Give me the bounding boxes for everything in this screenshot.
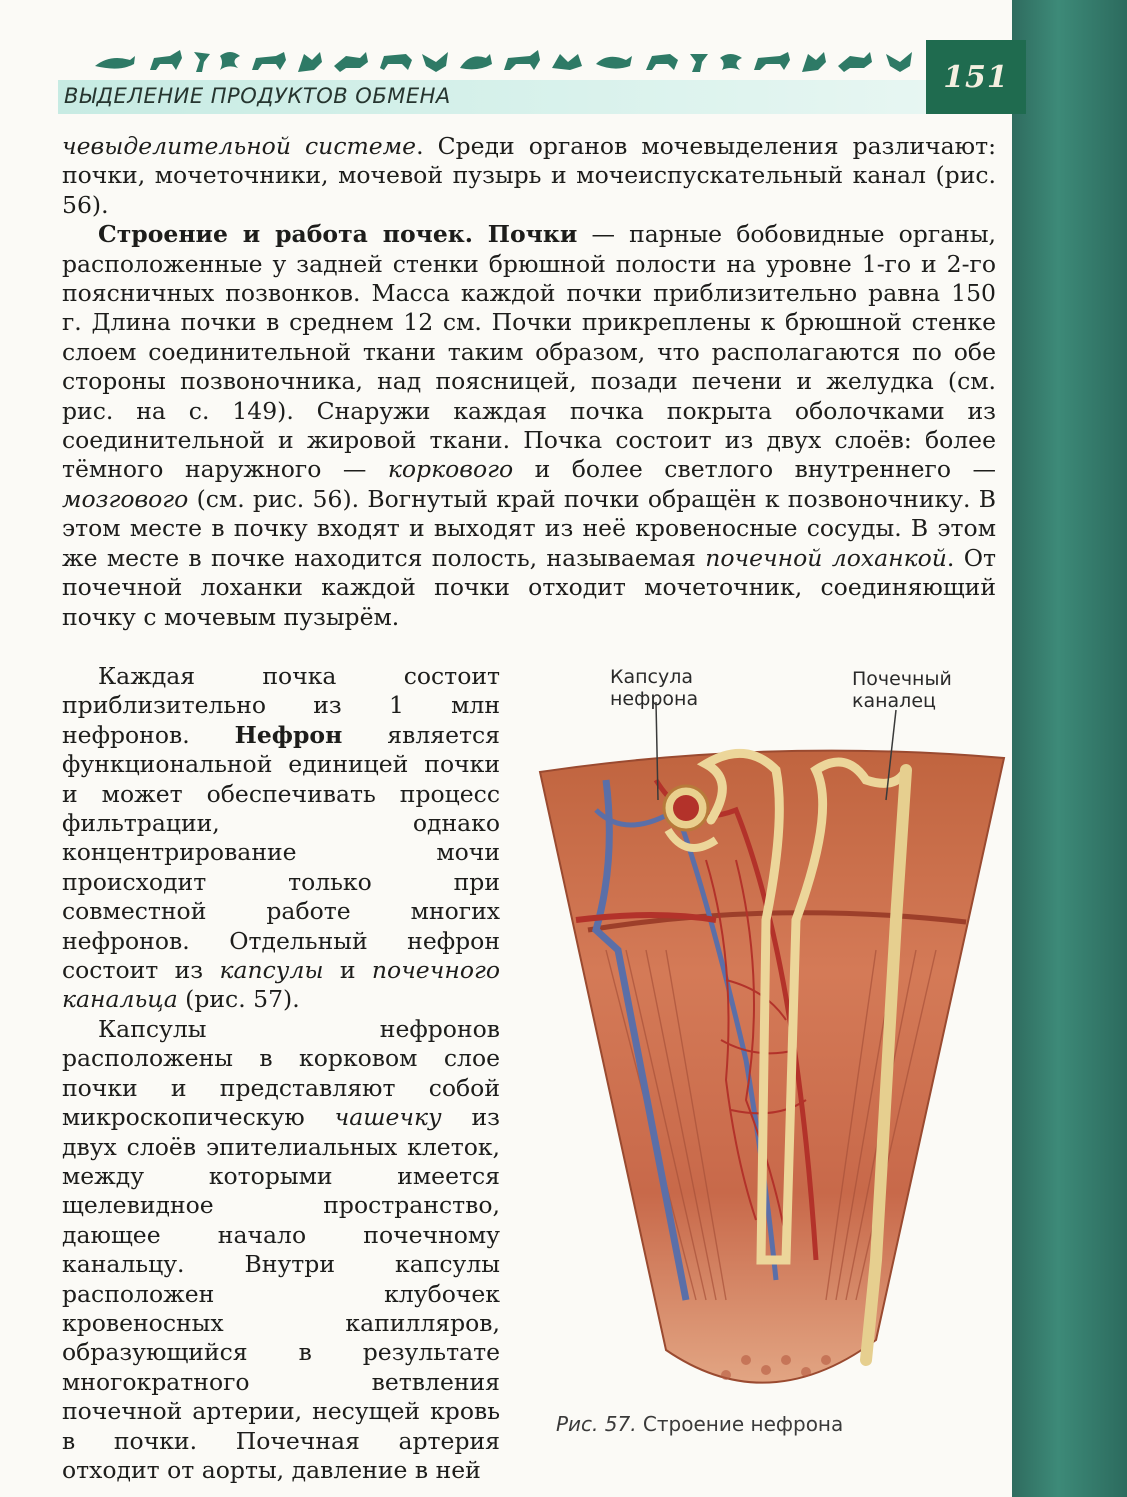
term-cortical: коркового — [387, 455, 514, 484]
label-tubule-line1: Почечный — [852, 668, 952, 690]
animal-silhouettes-border — [90, 46, 920, 78]
paragraph-3-text-3: и — [323, 956, 372, 985]
figure-nephron — [536, 660, 1006, 1450]
term-cup: чашечку — [334, 1103, 442, 1132]
label-capsule — [610, 666, 698, 710]
label-capsule-line2: нефрона — [610, 688, 699, 710]
page-number-text: 151 — [943, 59, 1009, 95]
paragraph-2-text-3: (см. рис. 56). Вогнутый край почки обращён к позвоночнику. В этом месте в почку входят и выходят из неё кровеносные сосуды. В этом же месте в почке находится полость, называемая — [62, 484, 996, 572]
label-tubule — [852, 668, 952, 712]
term-capsule: капсулы — [219, 956, 324, 985]
paragraph-4-text-2: из двух слоёв эпителиальных клеток, между которыми имеется щелевидное пространство, дающее начало почечному канальцу. Внутри капсулы расположен клубочек кровеносных капилляров, образующийся в результате многократного ветвления почечной артерии, несущей кровь в почки. Почечная артерия отходит от аорты, давление в ней — [62, 1103, 500, 1484]
paragraph-2 — [62, 220, 996, 632]
term-medullary: мозгового — [62, 484, 189, 513]
paragraph-3-text-4: (рис. 57). — [177, 985, 300, 1014]
label-capsule-line1: Капсула — [610, 666, 694, 688]
term-renal-pelvis: почечной лоханкой — [705, 543, 947, 572]
nephron-illustration — [536, 660, 1006, 1450]
section-title: ВЫДЕЛЕНИЕ ПРОДУКТОВ ОБМЕНА — [64, 84, 451, 108]
term-nephron: Нефрон — [234, 720, 343, 749]
label-tubule-line2: каналец — [852, 690, 936, 712]
text-block-top — [62, 132, 996, 632]
paragraph-2-text-1: — парные бобовидные органы, расположенные у задней стенки брюшной полости на уровне 1-го и 2-го поясничных позвонков. Масса каждой почки приблизительно равна 150 г. Длина почки в среднем 12 см. Почки прикреплены к брюшной стенке слоем соединительной ткани таким образом, что располагаются по обе стороны позвоночника, над поясницей, позади печени и желудка (см. рис. на с. 149). Снаружи каждая почка покрыта оболочками из соединительной и жировой ткани. Почка состоит из двух слоёв: более тёмного наружного — — [62, 220, 996, 484]
text-block-left — [62, 662, 500, 1485]
paragraph-3 — [62, 662, 500, 1015]
term-urinary-system: чевыделительной системе — [62, 132, 417, 160]
paragraph-2-text-4: . От почечной лоханки каждой почки отходит мочеточник, соединяющий почку с мочевым пузырём. — [62, 543, 996, 631]
book-spine — [1012, 0, 1127, 1497]
paragraph-3-text-2: является функциональной единицей почки и может обеспечивать процесс фильтрации, однако концентрирование мочи происходит только при совместной работе многих нефронов. Отдельный нефрон состоит из — [62, 720, 500, 985]
paragraph-2-text-2: и более светлого внутреннего — — [513, 455, 996, 484]
term-renal-tubule: почечного канальца — [62, 956, 500, 1014]
figure-caption — [556, 1412, 843, 1436]
paragraph-1-text: . Среди органов мочевыделения различают: почки, мочеточники, мочевой пузырь и мочеиспускательный канал (рис. 56). — [62, 132, 997, 219]
page-number — [926, 40, 1026, 114]
paragraph-3-text-1: Каждая почка состоит приблизительно из 1 млн нефронов. — [62, 662, 500, 749]
paragraph-4-text-1: Капсулы нефронов расположены в корковом слое почки и представляют собой микроскопическую — [62, 1014, 500, 1132]
caption-text: Строение нефрона — [636, 1412, 844, 1436]
paragraph-1 — [62, 132, 996, 220]
paragraph-4 — [62, 1015, 500, 1486]
heading-kidney-structure: Строение и работа почек. Почки — [98, 220, 578, 249]
caption-number: Рис. 57. — [556, 1412, 637, 1436]
